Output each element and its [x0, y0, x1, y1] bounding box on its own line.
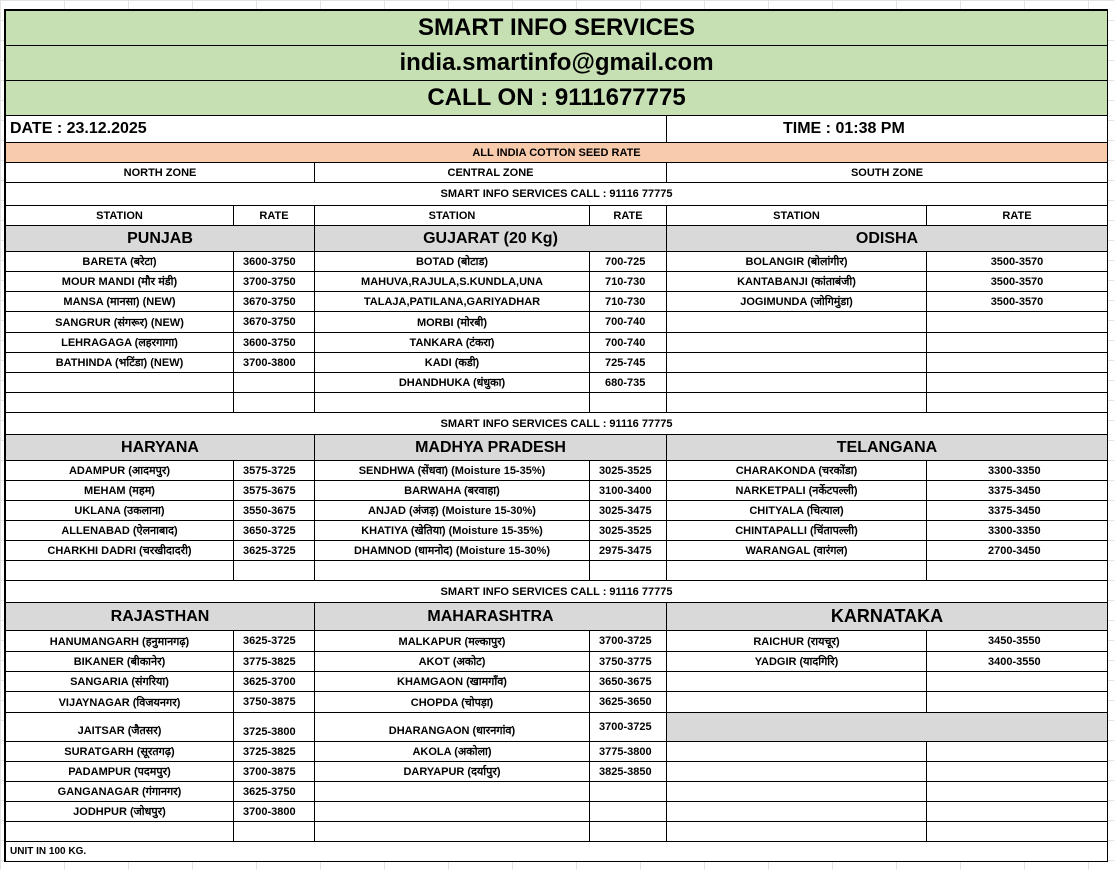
- station-name: MORBI (मोरबी): [314, 311, 590, 333]
- station-name: TANKARA (टंकरा): [314, 332, 590, 353]
- state-header: GUJARAT (20 Kg): [314, 225, 667, 252]
- rate-value: 3750-3775: [589, 651, 667, 672]
- station-name: [5, 372, 234, 393]
- rate-value: [589, 560, 667, 581]
- rate-value: [926, 671, 1108, 692]
- station-name: [666, 352, 927, 373]
- rate-value: 3550-3675: [233, 500, 315, 521]
- rate-value: 3575-3675: [233, 480, 315, 501]
- station-name: DHANDHUKA (धंधुका): [314, 372, 590, 393]
- rate-value: [926, 311, 1108, 333]
- state-header: PUNJAB: [5, 225, 315, 252]
- station-name: MAHUVA,RAJULA,S.KUNDLA,UNA: [314, 271, 590, 292]
- rate-value: 3300-3350: [926, 460, 1108, 481]
- rate-value: [926, 741, 1108, 762]
- rate-value: 710-730: [589, 271, 667, 292]
- rate-value: 3750-3875: [233, 691, 315, 713]
- empty-cell: [233, 821, 315, 842]
- rate-value: 3625-3725: [233, 630, 315, 652]
- rate-value: 3500-3570: [926, 251, 1108, 272]
- station-name: CHOPDA (चोपड़ा): [314, 691, 590, 713]
- rate-value: 725-745: [589, 352, 667, 373]
- state-header: RAJASTHAN: [5, 602, 315, 631]
- blank-grey-band: [666, 712, 1108, 742]
- station-name: AKOLA (अकोला): [314, 741, 590, 762]
- rate-value: 3775-3800: [589, 741, 667, 762]
- station-name: JAITSAR (जैतसर): [5, 712, 234, 742]
- rate-value: 2975-3475: [589, 540, 667, 561]
- station-name: TALAJA,PATILANA,GARIYADHAR: [314, 291, 590, 312]
- station-name: BATHINDA (भटिंडा) (NEW): [5, 352, 234, 373]
- rate-value: [589, 801, 667, 822]
- rate-value: 3725-3800: [233, 712, 315, 742]
- station-name: ADAMPUR (आदमपुर): [5, 460, 234, 481]
- station-name: [666, 741, 927, 762]
- station-name: DHAMNOD (धामनोद) (Moisture 15-30%): [314, 540, 590, 561]
- rate-value: 3625-3725: [233, 540, 315, 561]
- state-header: ODISHA: [666, 225, 1108, 252]
- rate-value: 3375-3450: [926, 500, 1108, 521]
- station-name: CHITYALA (चित्याल): [666, 500, 927, 521]
- rate-value: 3700-3725: [589, 630, 667, 652]
- rate-value: [926, 781, 1108, 802]
- rate-value: 3700-3725: [589, 712, 667, 742]
- rate-value: 3725-3825: [233, 741, 315, 762]
- rate-value: [926, 761, 1108, 782]
- station-name: KHAMGAON (खामगाँव): [314, 671, 590, 692]
- col-header-station: STATION: [5, 205, 234, 226]
- station-name: ANJAD (अंजड़) (Moisture 15-30%): [314, 500, 590, 521]
- contact-email: india.smartinfo@gmail.com: [5, 45, 1108, 81]
- station-name: SENDHWA (सेंधवा) (Moisture 15-35%): [314, 460, 590, 481]
- station-name: YADGIR (यादगिरि): [666, 651, 927, 672]
- company-title: SMART INFO SERVICES: [5, 10, 1108, 46]
- state-header: MAHARASHTRA: [314, 602, 667, 631]
- station-name: BARWAHA (बरवाहा): [314, 480, 590, 501]
- station-name: JOGIMUNDA (जोगिमुंडा): [666, 291, 927, 312]
- rate-value: [926, 560, 1108, 581]
- rate-value: [589, 781, 667, 802]
- call-banner: SMART INFO SERVICES CALL : 91116 77775: [5, 182, 1108, 206]
- station-name: [5, 560, 234, 581]
- rate-value: 3600-3750: [233, 332, 315, 353]
- rate-value: 3700-3875: [233, 761, 315, 782]
- rate-value: 3600-3750: [233, 251, 315, 272]
- station-name: HANUMANGARH (हनुमानगढ़): [5, 630, 234, 652]
- rate-value: [926, 332, 1108, 353]
- station-name: MOUR MANDI (मौर मंडी): [5, 271, 234, 292]
- rate-value: 3700-3800: [233, 801, 315, 822]
- zone-central: CENTRAL ZONE: [314, 162, 667, 183]
- rate-value: [589, 392, 667, 413]
- station-name: [314, 801, 590, 822]
- empty-cell: [5, 821, 234, 842]
- station-name: [666, 801, 927, 822]
- rate-value: 3575-3725: [233, 460, 315, 481]
- station-name: SANGRUR (संगरूर) (NEW): [5, 311, 234, 333]
- station-name: MALKAPUR (मल्कापुर): [314, 630, 590, 652]
- rate-value: 2700-3450: [926, 540, 1108, 561]
- rate-value: 3775-3825: [233, 651, 315, 672]
- station-name: [314, 781, 590, 802]
- station-name: DHARANGAON (धारनगांव): [314, 712, 590, 742]
- station-name: [314, 392, 590, 413]
- station-name: LEHRAGAGA (लहरगागा): [5, 332, 234, 353]
- sheet-subtitle: ALL INDIA COTTON SEED RATE: [5, 142, 1108, 163]
- station-name: GANGANAGAR (गंगानगर): [5, 781, 234, 802]
- state-header: HARYANA: [5, 434, 315, 461]
- rate-value: [926, 372, 1108, 393]
- rate-value: 3625-3700: [233, 671, 315, 692]
- rate-value: 3450-3550: [926, 630, 1108, 652]
- empty-cell: [926, 821, 1108, 842]
- call-number: CALL ON : 9111677775: [5, 80, 1108, 116]
- rate-value: 700-725: [589, 251, 667, 272]
- station-name: [666, 372, 927, 393]
- report-time: TIME : 01:38 PM: [666, 115, 1108, 143]
- station-name: [666, 691, 927, 713]
- station-name: DARYAPUR (दर्यापुर): [314, 761, 590, 782]
- rate-value: 3700-3750: [233, 271, 315, 292]
- rate-value: 680-735: [589, 372, 667, 393]
- col-header-station: STATION: [666, 205, 927, 226]
- col-header-rate: RATE: [926, 205, 1108, 226]
- station-name: AKOT (अकोट): [314, 651, 590, 672]
- state-header: MADHYA PRADESH: [314, 434, 667, 461]
- station-name: CHARAKONDA (चरकोंडा): [666, 460, 927, 481]
- rate-value: [926, 392, 1108, 413]
- station-name: [666, 392, 927, 413]
- rate-value: 3100-3400: [589, 480, 667, 501]
- station-name: [666, 671, 927, 692]
- station-name: [5, 392, 234, 413]
- rate-value: 3375-3450: [926, 480, 1108, 501]
- station-name: CHINTAPALLI (चिंतापल्ली): [666, 520, 927, 541]
- rate-value: 3025-3525: [589, 460, 667, 481]
- station-name: BOTAD (बोटाड): [314, 251, 590, 272]
- station-name: BARETA (बरेटा): [5, 251, 234, 272]
- empty-cell: [314, 821, 590, 842]
- rate-value: [233, 392, 315, 413]
- empty-cell: [666, 821, 927, 842]
- rate-value: 3625-3750: [233, 781, 315, 802]
- station-name: PADAMPUR (पदमपुर): [5, 761, 234, 782]
- rate-value: 710-730: [589, 291, 667, 312]
- station-name: CHARKHI DADRI (चरखीदादरी): [5, 540, 234, 561]
- station-name: NARKETPALI (नर्केटपल्ली): [666, 480, 927, 501]
- station-name: VIJAYNAGAR (विजयनगर): [5, 691, 234, 713]
- rate-value: 3500-3570: [926, 291, 1108, 312]
- station-name: BIKANER (बीकानेर): [5, 651, 234, 672]
- station-name: [666, 332, 927, 353]
- report-date: DATE : 23.12.2025: [5, 115, 667, 143]
- station-name: KADI (कडी): [314, 352, 590, 373]
- station-name: MANSA (मानसा) (NEW): [5, 291, 234, 312]
- rate-value: [926, 691, 1108, 713]
- station-name: MEHAM (महम): [5, 480, 234, 501]
- station-name: JODHPUR (जोधपुर): [5, 801, 234, 822]
- station-name: [666, 761, 927, 782]
- rate-value: 3700-3800: [233, 352, 315, 373]
- station-name: SURATGARH (सूरतगढ़): [5, 741, 234, 762]
- col-header-rate: RATE: [589, 205, 667, 226]
- col-header-rate: RATE: [233, 205, 315, 226]
- rate-value: 3650-3725: [233, 520, 315, 541]
- zone-south: SOUTH ZONE: [666, 162, 1108, 183]
- station-name: RAICHUR (रायचूर): [666, 630, 927, 652]
- unit-note: UNIT IN 100 KG.: [5, 841, 1108, 862]
- state-header: TELANGANA: [666, 434, 1108, 461]
- rate-value: [233, 372, 315, 393]
- state-header: KARNATAKA: [666, 602, 1108, 631]
- station-name: BOLANGIR (बोलांगीर): [666, 251, 927, 272]
- rate-value: 3500-3570: [926, 271, 1108, 292]
- call-banner: SMART INFO SERVICES CALL : 91116 77775: [5, 580, 1108, 603]
- col-header-station: STATION: [314, 205, 590, 226]
- empty-cell: [589, 821, 667, 842]
- rate-value: 3825-3850: [589, 761, 667, 782]
- rate-value: 3650-3675: [589, 671, 667, 692]
- rate-value: 3625-3650: [589, 691, 667, 713]
- station-name: [666, 560, 927, 581]
- station-name: WARANGAL (वारंगल): [666, 540, 927, 561]
- zone-north: NORTH ZONE: [5, 162, 315, 183]
- rate-value: 700-740: [589, 332, 667, 353]
- rate-value: 3400-3550: [926, 651, 1108, 672]
- rate-value: 3300-3350: [926, 520, 1108, 541]
- rate-value: [926, 352, 1108, 373]
- rate-value: [926, 801, 1108, 822]
- rate-value: 700-740: [589, 311, 667, 333]
- call-banner: SMART INFO SERVICES CALL : 91116 77775: [5, 412, 1108, 435]
- station-name: UKLANA (उकलाना): [5, 500, 234, 521]
- station-name: SANGARIA (संगरिया): [5, 671, 234, 692]
- station-name: KANTABANJI (कांताबंजी): [666, 271, 927, 292]
- station-name: ALLENABAD (ऐलनाबाद): [5, 520, 234, 541]
- rate-value: 3670-3750: [233, 291, 315, 312]
- station-name: [666, 781, 927, 802]
- rate-value: 3025-3525: [589, 520, 667, 541]
- station-name: [314, 560, 590, 581]
- station-name: [666, 311, 927, 333]
- station-name: KHATIYA (खेतिया) (Moisture 15-35%): [314, 520, 590, 541]
- rate-value: [233, 560, 315, 581]
- rate-value: 3670-3750: [233, 311, 315, 333]
- rate-value: 3025-3475: [589, 500, 667, 521]
